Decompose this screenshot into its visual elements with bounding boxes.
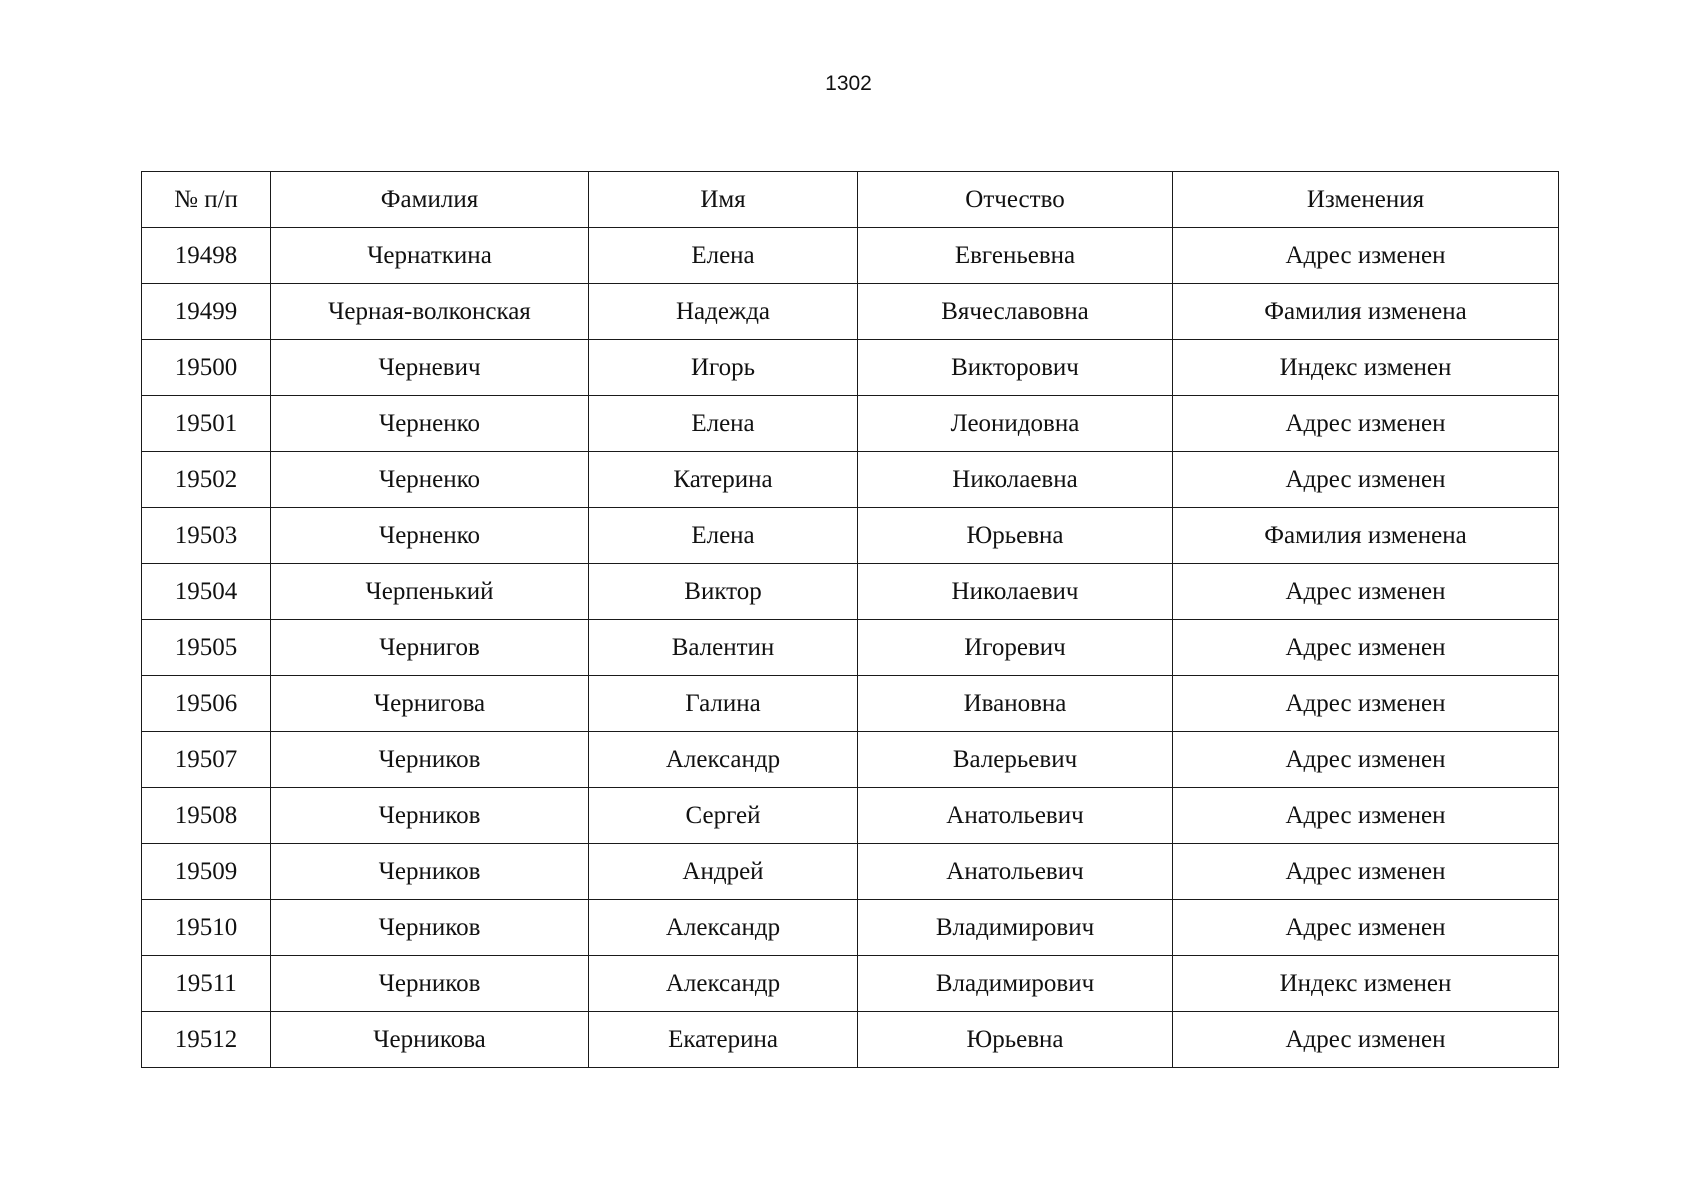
cell-first-name: Валентин bbox=[589, 620, 858, 676]
cell-changes: Адрес изменен bbox=[1173, 676, 1559, 732]
table-row bbox=[142, 676, 1559, 732]
cell-patronymic: Леонидовна bbox=[858, 396, 1173, 452]
cell-changes: Адрес изменен bbox=[1173, 1012, 1559, 1068]
header-surname: Фамилия bbox=[271, 172, 589, 228]
cell-changes: Адрес изменен bbox=[1173, 844, 1559, 900]
cell-surname: Черников bbox=[271, 900, 589, 956]
cell-first-name: Виктор bbox=[589, 564, 858, 620]
cell-patronymic: Юрьевна bbox=[858, 508, 1173, 564]
cell-first-name: Александр bbox=[589, 732, 858, 788]
table-row bbox=[142, 452, 1559, 508]
cell-changes: Фамилия изменена bbox=[1173, 284, 1559, 340]
cell-patronymic: Викторович bbox=[858, 340, 1173, 396]
table-header-row bbox=[142, 172, 1559, 228]
cell-first-name: Александр bbox=[589, 900, 858, 956]
cell-first-name: Галина bbox=[589, 676, 858, 732]
table-row bbox=[142, 956, 1559, 1012]
header-number: № п/п bbox=[142, 172, 271, 228]
table-row bbox=[142, 1012, 1559, 1068]
cell-first-name: Александр bbox=[589, 956, 858, 1012]
cell-changes: Адрес изменен bbox=[1173, 732, 1559, 788]
header-patronymic: Отчество bbox=[858, 172, 1173, 228]
table-row bbox=[142, 340, 1559, 396]
cell-number: 19503 bbox=[142, 508, 271, 564]
cell-patronymic: Вячеславовна bbox=[858, 284, 1173, 340]
cell-surname: Черников bbox=[271, 956, 589, 1012]
cell-patronymic: Анатольевич bbox=[858, 844, 1173, 900]
cell-surname: Черников bbox=[271, 788, 589, 844]
cell-patronymic: Николаевич bbox=[858, 564, 1173, 620]
table-row bbox=[142, 732, 1559, 788]
cell-changes: Индекс изменен bbox=[1173, 956, 1559, 1012]
cell-patronymic: Евгеньевна bbox=[858, 228, 1173, 284]
table-row bbox=[142, 844, 1559, 900]
cell-changes: Фамилия изменена bbox=[1173, 508, 1559, 564]
cell-number: 19500 bbox=[142, 340, 271, 396]
cell-first-name: Игорь bbox=[589, 340, 858, 396]
cell-surname: Черненко bbox=[271, 396, 589, 452]
cell-first-name: Елена bbox=[589, 508, 858, 564]
table-body bbox=[142, 228, 1559, 1068]
table-row bbox=[142, 900, 1559, 956]
cell-patronymic: Игоревич bbox=[858, 620, 1173, 676]
cell-changes: Индекс изменен bbox=[1173, 340, 1559, 396]
cell-surname: Черневич bbox=[271, 340, 589, 396]
cell-surname: Черников bbox=[271, 732, 589, 788]
cell-first-name: Андрей bbox=[589, 844, 858, 900]
cell-patronymic: Владимирович bbox=[858, 956, 1173, 1012]
cell-first-name: Катерина bbox=[589, 452, 858, 508]
cell-first-name: Сергей bbox=[589, 788, 858, 844]
cell-changes: Адрес изменен bbox=[1173, 452, 1559, 508]
cell-first-name: Екатерина bbox=[589, 1012, 858, 1068]
page-number: 1302 bbox=[825, 72, 872, 95]
cell-surname: Чернигов bbox=[271, 620, 589, 676]
cell-surname: Черникова bbox=[271, 1012, 589, 1068]
cell-changes: Адрес изменен bbox=[1173, 564, 1559, 620]
header-changes: Изменения bbox=[1173, 172, 1559, 228]
cell-surname: Черная-волконская bbox=[271, 284, 589, 340]
table-row bbox=[142, 396, 1559, 452]
header-first-name: Имя bbox=[589, 172, 858, 228]
cell-number: 19508 bbox=[142, 788, 271, 844]
table-row bbox=[142, 564, 1559, 620]
cell-changes: Адрес изменен bbox=[1173, 620, 1559, 676]
cell-number: 19509 bbox=[142, 844, 271, 900]
cell-changes: Адрес изменен bbox=[1173, 788, 1559, 844]
cell-number: 19504 bbox=[142, 564, 271, 620]
cell-number: 19506 bbox=[142, 676, 271, 732]
cell-surname: Чернаткина bbox=[271, 228, 589, 284]
cell-number: 19505 bbox=[142, 620, 271, 676]
table-row bbox=[142, 508, 1559, 564]
cell-first-name: Елена bbox=[589, 396, 858, 452]
cell-changes: Адрес изменен bbox=[1173, 900, 1559, 956]
cell-number: 19511 bbox=[142, 956, 271, 1012]
cell-number: 19507 bbox=[142, 732, 271, 788]
records-table bbox=[141, 171, 1559, 1068]
cell-changes: Адрес изменен bbox=[1173, 228, 1559, 284]
cell-patronymic: Валерьевич bbox=[858, 732, 1173, 788]
cell-number: 19498 bbox=[142, 228, 271, 284]
cell-changes: Адрес изменен bbox=[1173, 396, 1559, 452]
cell-surname: Черненко bbox=[271, 452, 589, 508]
cell-surname: Черников bbox=[271, 844, 589, 900]
cell-first-name: Елена bbox=[589, 228, 858, 284]
table-row bbox=[142, 788, 1559, 844]
cell-number: 19510 bbox=[142, 900, 271, 956]
cell-patronymic: Ивановна bbox=[858, 676, 1173, 732]
cell-patronymic: Владимирович bbox=[858, 900, 1173, 956]
cell-patronymic: Юрьевна bbox=[858, 1012, 1173, 1068]
cell-number: 19499 bbox=[142, 284, 271, 340]
table-row bbox=[142, 284, 1559, 340]
cell-first-name: Надежда bbox=[589, 284, 858, 340]
table-row bbox=[142, 228, 1559, 284]
cell-surname: Чернигова bbox=[271, 676, 589, 732]
table-row bbox=[142, 620, 1559, 676]
cell-number: 19501 bbox=[142, 396, 271, 452]
cell-surname: Черненко bbox=[271, 508, 589, 564]
cell-patronymic: Анатольевич bbox=[858, 788, 1173, 844]
cell-patronymic: Николаевна bbox=[858, 452, 1173, 508]
cell-surname: Черпенький bbox=[271, 564, 589, 620]
cell-number: 19512 bbox=[142, 1012, 271, 1068]
cell-number: 19502 bbox=[142, 452, 271, 508]
